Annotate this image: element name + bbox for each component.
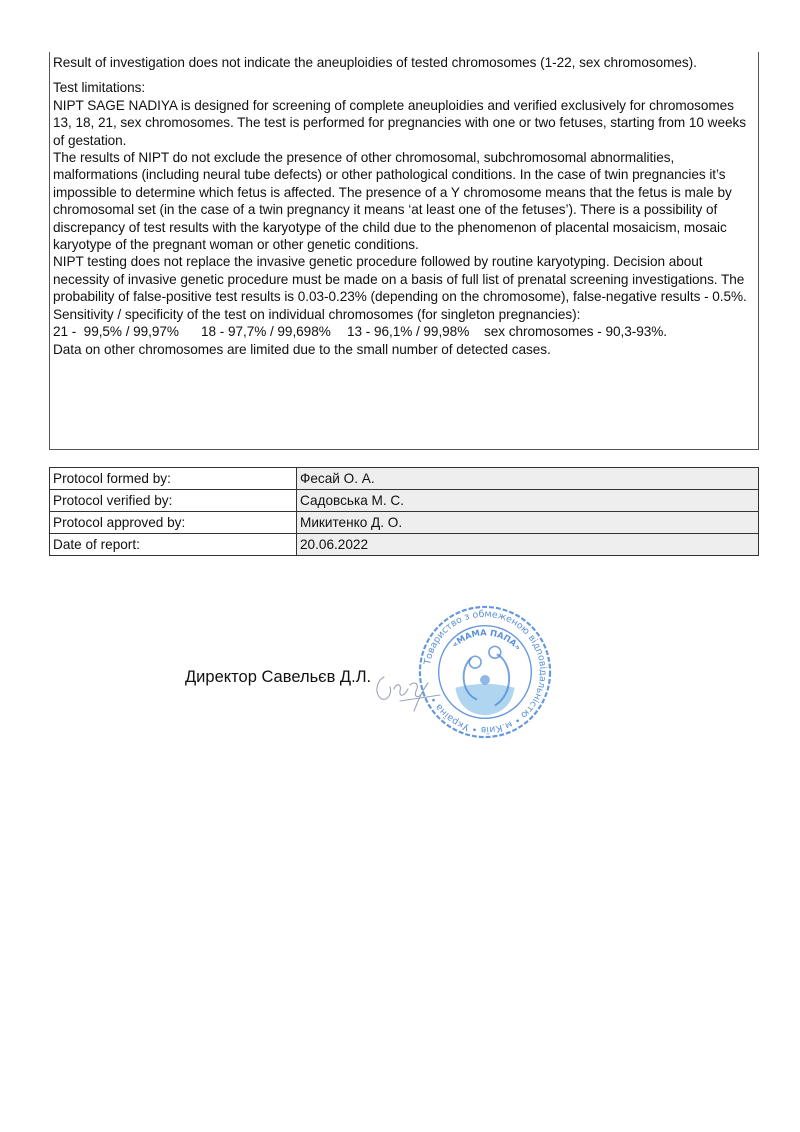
protocol-formed-value: Фесай О. А. — [297, 468, 759, 490]
limitations-paragraph-invasive: NIPT testing does not replace the invasive genetic procedure followed by routine karyotyping. Decision about necessity of invasive genetic procedure must be made on a basis of full list of prenatal screening investigations. The probability of false-positive test results is 0.03-0.23% (depending on the chromosome), false-negative results - 0.5%. — [53, 254, 747, 305]
table-row — [50, 468, 759, 490]
protocol-approved-value: Микитенко Д. О. — [297, 512, 759, 534]
spacer — [53, 71, 756, 79]
sensitivity-chr13: 13 - 96,1% / 99,98% — [347, 324, 470, 340]
limitations-paragraph-exclusions: The results of NIPT do not exclude the presence of other chromosomal, subchromosomal abnormalities, malformations (including neural tube defects) or other pathological conditions. In the case of twin pregnancies it’s impossible to determine which fetus is affected. The presence of a Y chromosome means that the fetus is male by chromosomal set (in the case of a twin pregnancy it means ‘at least one of the fetuses’). There is a possibility of discrepancy of test results with the karyotype of the child due to the phenomenon of placental mosaicism, mosaic karyotype of the pregnant woman or other genetic conditions. — [53, 150, 732, 253]
table-row — [50, 534, 759, 556]
protocol-approved-label: Protocol approved by: — [50, 512, 297, 534]
protocol-verified-label: Protocol verified by: — [50, 490, 297, 512]
svg-text:Товариство з обмеженою відпові: Товариство з обмеженою відповідальністю • м.Київ • Україна • — [422, 608, 549, 736]
svg-text:«МАМА ПАПА»: «МАМА ПАПА» — [449, 627, 524, 653]
report-date-value: 20.06.2022 — [297, 534, 759, 556]
protocol-table — [49, 467, 759, 556]
test-limitations-box — [49, 52, 759, 450]
company-stamp-icon — [416, 603, 554, 741]
report-date-label: Date of report: — [50, 534, 297, 556]
protocol-verified-value: Садовська М. С. — [297, 490, 759, 512]
protocol-formed-label: Protocol formed by: — [50, 468, 297, 490]
sensitivity-chr21: 21 - 99,5% / 99,97% — [53, 324, 179, 340]
limitations-paragraph-scope: NIPT SAGE NADIYA is designed for screening of complete aneuploidies and verified exclusively for chromosomes 13, 18, 21, sex chromosomes. The test is performed for pregnancies with one or two fetuses, starting from 10 weeks of gestation. — [53, 97, 746, 148]
sensitivity-values — [53, 323, 756, 340]
sensitivity-heading: Sensitivity / specificity of the test on individual chromosomes (for singleton pregnancies): — [53, 306, 581, 322]
result-statement: Result of investigation does not indicate the aneuploidies of tested chromosomes (1-22, sex chromosomes). — [53, 55, 697, 70]
other-chromosomes-note: Data on other chromosomes are limited due to the small number of detected cases. — [53, 341, 551, 357]
director-signature-line: Директор Савельєв Д.Л. — [185, 668, 372, 686]
limitations-title: Test limitations: — [53, 80, 146, 96]
sensitivity-chr18: 18 - 97,7% / 99,698% — [201, 324, 331, 340]
sensitivity-sex-chromosomes: sex chromosomes - 90,3-93%. — [484, 324, 667, 340]
table-row — [50, 490, 759, 512]
table-row — [50, 512, 759, 534]
